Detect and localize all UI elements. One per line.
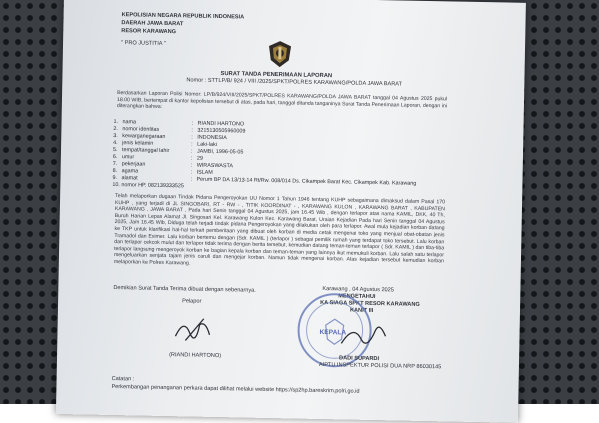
officer-name: DADI SUPARDI	[338, 355, 380, 363]
intro-paragraph: Berdasarkan Laporan Polisi Nomor: LP/B/924/VIII/2025/SPKT/POLRES KARAWANG/POLDA JAWA BARAT tanggal 04 Agustus 2025 pukul 18.00 WIB, bertempat di kantor kepolisian tersebut di atas, pada hari, tanggal ditanda tanganinya Surat Tanda Penerimaan Laporan, dengan ini diterangkan bahwa:	[116, 90, 448, 111]
header-line-3: RESOR KARAWANG	[121, 28, 177, 36]
report-document	[56, 0, 526, 423]
closing-statement: Demikian Surat Tanda Terima dibuat dengan sebenarnya.	[113, 285, 256, 294]
mengetahui-label: MENGETAHUI	[338, 293, 376, 301]
stamp-text: KEPALA	[319, 328, 347, 337]
officer-unit: KA SIAGA SPKT RESOR KARAWANG	[320, 299, 420, 308]
officer-kanit: KANIT III	[349, 307, 374, 314]
document-number: Nomor : STTLP/B/ 924 / VIII /2025/SPKT/POLRES KARAWANG/POLDA JAWA BARAT	[186, 77, 403, 88]
pro-justitia: " PRO JUSTITIA "	[121, 40, 166, 47]
catatan-label: Catatan :	[111, 375, 135, 383]
officer-place-date: Karawang , 04 Agustus 2025	[322, 286, 394, 294]
pelapor-label: Pelapor	[182, 298, 202, 305]
police-emblem-icon	[267, 40, 294, 68]
header-line-1: KEPOLISIAN NEGARA REPUBLIK INDONESIA	[121, 12, 245, 21]
document-title: SURAT TANDA PENERIMAAN LAPORAN	[220, 71, 333, 80]
reporter-details: 1. nama : RIANDI HARTONO 2. nomor identitas : 3215130505960009 3. kewarganegaraan : INDONESIA 4. jenis kelamin : Laki-laki 5. tempat/tanggal lahir : JAMBI, 1996-05-05 6. umur : 29 7. pekerjaan : WIRASWASTA 8. agama : ISLAM 9. alamat : Perum BP DA 13/13-14 Rt/Rw. 008/014 Ds. Cikampek Barat Kec. Cikampek Kab. Karawang 10. nomor HP. 082139333525	[112, 118, 417, 190]
reporter-name: (RIANDI HARTONO)	[169, 352, 222, 360]
field-value-nama: RIANDI HARTONO	[197, 120, 245, 128]
report-body-paragraph: Telah melaporkan dugaan Tindak Pidana Pengeroyokan UU Nomor 1 Tahun 1946 tentang KUHP sebagaimana dimaksud dalam Pasal 170 KUHP , yang terjadi di JL SINGOBARI, RT - RW - , TITIK KOORDINAT - , KARAWANG KULON , KARAWANG BARAT , KABUPATEN KARAWANG , JAWA BARAT , Pada hari Senin tanggal 04 Agustus 2025, jam 16.45 Wib , dengan terlapor atas nama KAMIL, DKK, 40 Th, Buruh Harian Lepas Alamat Jl. Singosari Kel. Karawang Kulon Kec. Karawang Barat, Uraian Kejadian Pada hari Senin tanggal 04 Agustus 2025, Jam 16.45 Wib, Diduga telah terjadi tindak pidana Pengeroyokan yang dilakukan oleh para terlapor. Awal mula kejadian korban datang ke TKP untuk klarifikasi hal-hal terkait pemberitaan yang dibuat oleh korban di media cetak mengenai toko yang menjual obat-obatan jenis Tramadol dan Eximer. Lalu korban bertemu dengan (Sdr. KAMIL ) (terlapor ) sebagai pemilik rumah yang terdapat toko tersebut. Lalu korban dan terlapor cekcok mulut dan terlapor tidak terima dengan berita tersebut, kemudian datang teman-teman terlapor ( Sdr. KAMIL ) dan tiba-tiba terlapor langsung mengeroyok korban ke bagian kepala korban dan teman-teman yang lainnya ikut memukuli korban. Lalu salah satu terlapor mengeluarkan senjata tajam jenis caruli dan mengejar korban. Namun tidak mengenai korban. Atas kejadian tersebut kemudian korban melaporkan ke Polres Karawang.	[113, 193, 446, 267]
catatan-text: Perkembangan penanganan perkara dapat dilihat melalui website https://sp2hp.bareskrim.polri.go.id	[111, 383, 360, 395]
reporter-signature-icon	[169, 314, 218, 345]
header-line-2: DAERAH JAWA BARAT	[121, 20, 184, 28]
officer-rank: AIPTU INSPEKTUR POLISI DUA NRP 86030145	[318, 361, 442, 371]
officer-signature-icon	[333, 317, 394, 354]
